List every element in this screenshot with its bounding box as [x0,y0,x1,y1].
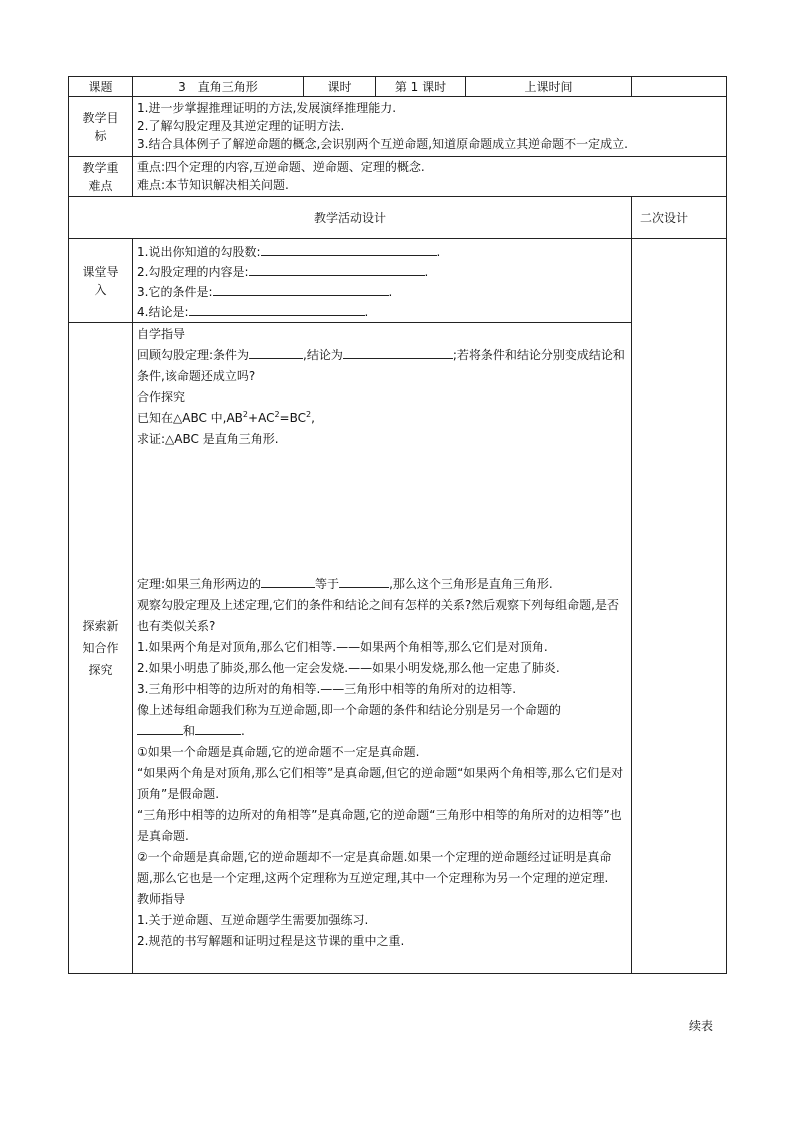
answer-blank[interactable] [195,722,241,735]
prove-statement: 求证:△ABC 是直角三角形. [137,432,279,446]
proof-space[interactable] [137,450,627,574]
keypoint-2: 难点:本节知识解决相关问题. [137,178,289,192]
given-statement: 已知在△ABC 中$,AB^2+AC^2=BC^2$, [137,410,315,425]
time-value [632,77,727,97]
topic-label: 课题 [69,77,133,97]
explore-row [69,323,727,974]
note-1-example-1: “如果两个角是对顶角,那么它们相等”是真命题,但它的逆命题“如果两个角相等,那么它们是对顶角”是假命题. [137,766,624,801]
note-1: ①如果一个命题是真命题,它的逆命题不一定是真命题. [137,745,420,759]
observe-question: 观察勾股定理及上述定理,它们的条件和结论之间有怎样的关系?然后观察下列每组命题,是否也有类似关系? [137,598,620,633]
second-design-label: 二次设计 [632,197,727,239]
intro-q3: 3.它的条件是: . [137,285,393,299]
explore-label: 探索新知合作探究 [69,323,133,974]
period-value: 第 1 课时 [376,77,466,97]
objective-1: 1.进一步掌握推理证明的方法,发展演绎推理能力. [137,101,397,115]
proposition-pair-2: 2.如果小明患了肺炎,那么他一定会发烧.——如果小明发烧,那么他一定患了肺炎. [137,661,560,675]
review-question: 回顾勾股定理:条件为 ,结论为 ;若将条件和结论分别变成结论和条件,该命题还成立吗? [137,348,625,383]
answer-blank[interactable] [249,263,425,276]
intro-q4: 4.结论是: . [137,305,369,319]
intro-q1: 1.说出你知道的勾股数: . [137,245,441,259]
objective-2: 2.了解勾股定理及其逆定理的证明方法. [137,119,345,133]
converse-definition: 像上述每组命题我们称为互逆命题,即一个命题的条件和结论分别是另一个命题的 和 . [137,703,561,738]
teacher-guide-title: 教师指导 [137,892,186,906]
keypoints-content [133,157,727,197]
answer-blank[interactable] [261,575,315,588]
theorem-statement: 定理:如果三角形两边的 等于 ,那么这个三角形是直角三角形. [137,577,553,591]
proposition-pair-3: 3.三角形中相等的边所对的角相等.——三角形中相等的角所对的边相等. [137,682,517,696]
time-label: 上课时间 [466,77,632,97]
intro-row [69,239,727,323]
self-study-title: 自学指导 [137,327,186,341]
activity-title: 教学活动设计 [69,197,632,239]
intro-label: 课堂导入 [69,239,133,323]
objectives-row [69,97,727,157]
header-row [69,77,727,97]
keypoint-1: 重点:四个定理的内容,互逆命题、逆命题、定理的概念. [137,160,425,174]
coop-title: 合作探究 [137,390,186,404]
objective-3: 3.结合具体例子了解逆命题的概念,会识别两个互逆命题,知道原命题成立其逆命题不一定成立. [137,137,628,151]
keypoints-label: 教学重难点 [69,157,133,197]
explore-content [133,323,632,974]
continued-label: 续表 [689,1019,714,1033]
objectives-content [133,97,727,157]
lesson-plan-table [68,76,727,974]
topic-value: 3 直角三角形 [133,77,304,97]
intro-content [133,239,632,323]
activity-title-row [69,197,727,239]
proposition-pair-1: 1.如果两个角是对顶角,那么它们相等.——如果两个角相等,那么它们是对顶角. [137,640,548,654]
answer-blank[interactable] [343,346,453,359]
note-1-example-2: “三角形中相等的边所对的角相等”是真命题,它的逆命题“三角形中相等的角所对的边相等”也是真命题. [137,808,622,843]
answer-blank[interactable] [213,283,389,296]
period-label: 课时 [304,77,376,97]
objectives-label: 教学目标 [69,97,133,157]
answer-blank[interactable] [339,575,389,588]
answer-blank[interactable] [261,243,437,256]
answer-blank[interactable] [249,346,303,359]
note-2: ②一个命题是真命题,它的逆命题却不一定是真命题.如果一个定理的逆命题经过证明是真命题,那么它也是一个定理,这两个定理称为互逆定理,其中一个定理称为另一个定理的逆定理. [137,850,612,885]
answer-blank[interactable] [137,722,183,735]
second-design-cell [632,239,727,974]
teacher-guide-1: 1.关于逆命题、互逆命题学生需要加强练习. [137,913,369,927]
answer-blank[interactable] [189,303,365,316]
keypoints-row [69,157,727,197]
teacher-guide-2: 2.规范的书写解题和证明过程是这节课的重中之重. [137,934,405,948]
intro-q2: 2.勾股定理的内容是: . [137,265,429,279]
